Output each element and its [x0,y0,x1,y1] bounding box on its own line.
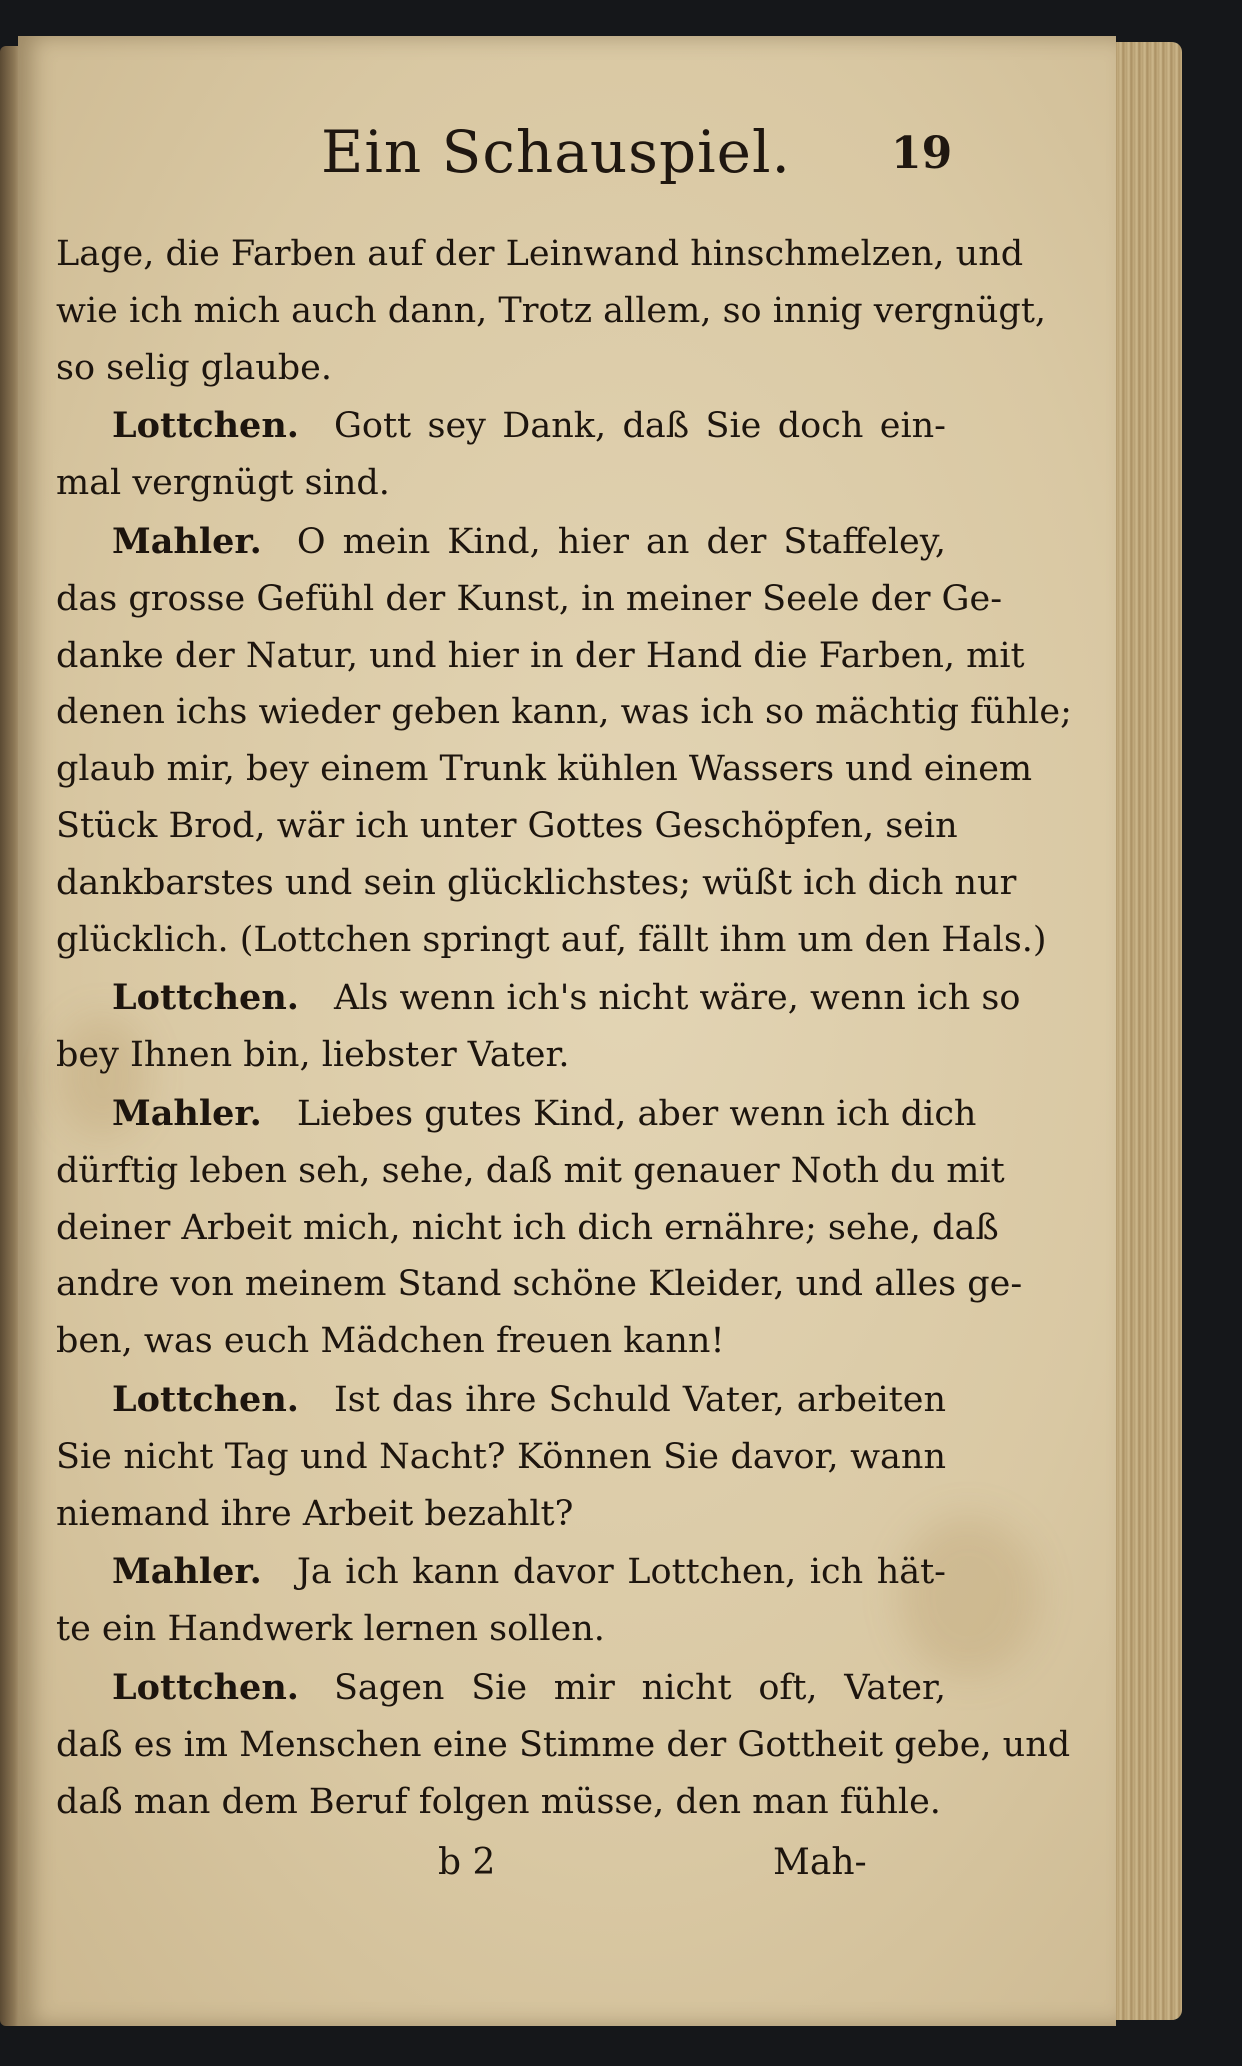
page-block-edge [1110,42,1182,2020]
text-line [56,912,1047,969]
speaker-name: Lottchen. [112,977,299,1019]
line-text: danke der Natur, und hier in der Hand die Farben, mit [56,635,1025,676]
line-text: O mein Kind, hier an der Staffeley, [296,521,946,562]
text-line [56,1717,1071,1774]
line-text: Liebes gutes Kind, aber wenn ich dich [296,1093,977,1134]
text-line [56,398,946,455]
text-line [56,628,1025,685]
book-page [18,36,1116,2026]
speaker-name: Mahler. [112,520,262,562]
signature-mark: b 2 [438,1842,496,1883]
line-text: glücklich. (Lottchen springt auf, fällt ihm um den Hals.) [56,919,1047,960]
line-text: glaub mir, bey einem Trunk kühlen Wassers und einem [56,749,1033,790]
text-line [56,283,1047,340]
line-text: niemand ihre Arbeit bezahlt? [56,1493,574,1534]
text-line [56,1027,946,1084]
line-text: andre von meinem Stand schöne Kleider, und alles ge- [56,1264,1023,1305]
text-line [56,970,1021,1027]
text-line [56,1313,946,1370]
line-text: te ein Handwerk lernen sollen. [56,1609,605,1650]
line-text: dürftig leben seh, sehe, daß mit genauer Noth du mit [56,1150,1005,1191]
page-footer [18,1842,1116,1902]
catchword: Mah- [773,1842,867,1883]
text-line [56,514,946,571]
dialogue-paragraph [56,226,1047,396]
line-text: Als wenn ich's nicht wäre, wenn ich so [333,978,1021,1019]
text-line [56,741,1033,798]
text-line [56,455,946,512]
line-text: dankbarstes und sein glücklichstes; wüßt ich dich nur [56,862,1017,903]
dialogue-paragraph [56,970,1021,1084]
text-line [56,1544,946,1601]
line-text: Sie nicht Tag und Nacht? Können Sie davor, wann [56,1436,946,1477]
line-text: daß es im Menschen eine Stimme der Gottheit gebe, und [56,1724,1071,1765]
line-text: bey Ihnen bin, liebster Vater. [56,1035,570,1076]
running-head-title: Ein Schauspiel. [321,118,791,186]
line-text: das grosse Gefühl der Kunst, in meiner Seele der Ge- [56,578,1003,619]
text-line [56,1774,946,1831]
line-text: Sagen Sie mir nicht oft, Vater, [333,1667,946,1708]
line-text: Ist das ihre Schuld Vater, arbeiten [333,1379,946,1420]
dialogue-paragraph [56,1086,1023,1370]
text-line [56,798,958,855]
running-head [38,98,1136,186]
line-text: wie ich mich auch dann, Trotz allem, so innig vergnügt, [56,290,1047,331]
line-text: deiner Arbeit mich, nicht ich dich ernähre; sehe, daß [56,1207,999,1248]
text-line [56,340,946,397]
text-line [56,1660,946,1717]
speaker-name: Lottchen. [112,405,299,447]
dialogue-paragraph [56,1372,946,1542]
line-text: daß man dem Beruf folgen müsse, den man fühle. [56,1781,941,1822]
text-line [56,1486,946,1543]
text-line [56,571,1003,628]
dialogue-paragraph [56,1544,946,1658]
dialogue-paragraph [56,1660,1071,1830]
line-text: so selig glaube. [56,347,333,388]
line-text: ben, was euch Mädchen freuen kann! [56,1321,725,1362]
text-line [56,1143,1005,1200]
speaker-name: Lottchen. [112,1378,299,1420]
text-line [56,1086,977,1143]
line-text: Gott sey Dank, daß Sie doch ein- [333,406,946,447]
body-text [56,226,1072,1832]
line-text: Lage, die Farben auf der Leinwand hinschmelzen, und [56,234,1024,274]
text-line [56,684,1072,741]
book [0,36,1190,2028]
page-number: 19 [891,128,953,179]
text-line [56,1429,946,1486]
dialogue-paragraph [56,398,946,512]
text-line [56,1256,1023,1313]
text-line [56,226,1024,283]
line-text: Ja ich kann davor Lottchen, ich hät- [296,1552,946,1593]
line-text: mal vergnügt sind. [56,463,390,504]
text-line [56,855,1017,912]
speaker-name: Mahler. [112,1092,262,1134]
speaker-name: Lottchen. [112,1666,299,1708]
dialogue-paragraph [56,514,1072,968]
line-text: denen ichs wieder geben kann, was ich so mächtig fühle; [56,692,1072,733]
line-text: Stück Brod, wär ich unter Gottes Geschöpfen, sein [56,805,958,846]
text-line [56,1601,946,1658]
text-line [56,1372,946,1429]
text-line [56,1200,999,1257]
speaker-name: Mahler. [112,1551,262,1593]
